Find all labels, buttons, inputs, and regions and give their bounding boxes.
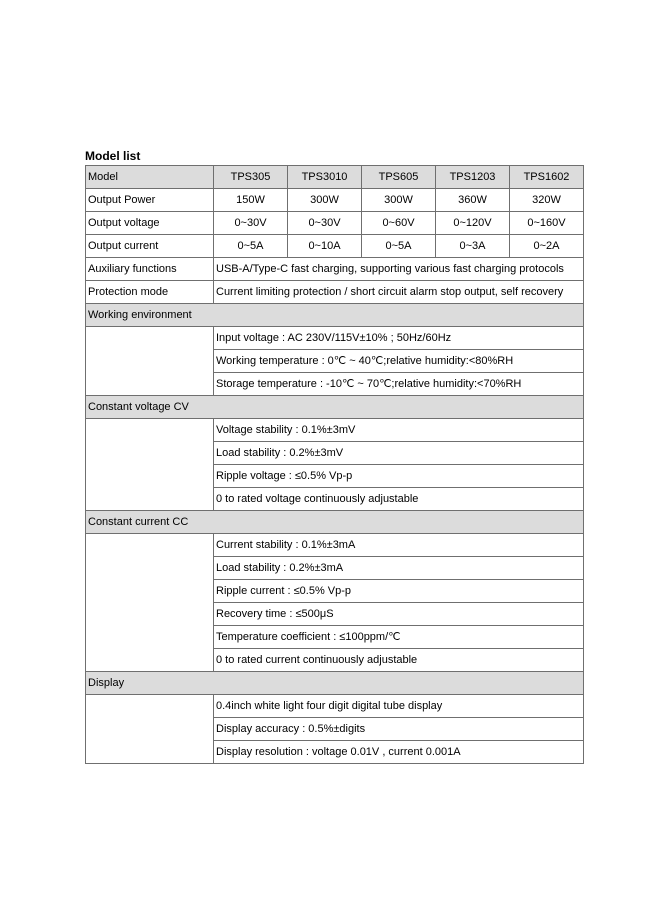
table-cell: 0~10A xyxy=(288,235,362,258)
row-label: Output Power xyxy=(86,189,214,212)
section-title: Constant voltage CV xyxy=(86,396,584,419)
table-cell: 0~30V xyxy=(214,212,288,235)
blank-cell xyxy=(86,534,214,672)
row-label: Output voltage xyxy=(86,212,214,235)
table-cell: 0~5A xyxy=(362,235,436,258)
table-row xyxy=(86,235,584,258)
spec-item: Ripple voltage : ≤0.5% Vp-p xyxy=(214,465,584,488)
table-row xyxy=(86,212,584,235)
spec-item: Display resolution : voltage 0.01V , current 0.001A xyxy=(214,741,584,764)
table-row xyxy=(86,534,584,557)
spec-item: Working temperature : 0℃ ~ 40℃;relative humidity:<80%RH xyxy=(214,350,584,373)
section-title: Working environment xyxy=(86,304,584,327)
table-cell: 0~2A xyxy=(510,235,584,258)
spec-item: 0 to rated voltage continuously adjustable xyxy=(214,488,584,511)
section-header-row xyxy=(86,511,584,534)
section-header-row xyxy=(86,396,584,419)
table-cell: 0~120V xyxy=(436,212,510,235)
table-cell: Current limiting protection / short circuit alarm stop output, self recovery xyxy=(214,281,584,304)
model-name: TPS605 xyxy=(362,166,436,189)
table-row xyxy=(86,281,584,304)
table-cell: 0~60V xyxy=(362,212,436,235)
table-cell: 150W xyxy=(214,189,288,212)
table-row xyxy=(86,327,584,350)
table-cell: USB-A/Type-C fast charging, supporting various fast charging protocols xyxy=(214,258,584,281)
blank-cell xyxy=(86,419,214,511)
table-cell: 320W xyxy=(510,189,584,212)
model-name: TPS1602 xyxy=(510,166,584,189)
table-cell: 300W xyxy=(362,189,436,212)
table-cell: 0~160V xyxy=(510,212,584,235)
model-label: Model xyxy=(86,166,214,189)
spec-item: Load stability : 0.2%±3mA xyxy=(214,557,584,580)
table-header-row xyxy=(86,166,584,189)
spec-item: Load stability : 0.2%±3mV xyxy=(214,442,584,465)
row-label: Protection mode xyxy=(86,281,214,304)
model-name: TPS1203 xyxy=(436,166,510,189)
table-row xyxy=(86,419,584,442)
section-header-row xyxy=(86,672,584,695)
spec-item: 0 to rated current continuously adjustable xyxy=(214,649,584,672)
table-row xyxy=(86,695,584,718)
spec-item: Input voltage : AC 230V/115V±10% ; 50Hz/60Hz xyxy=(214,327,584,350)
section-title: Constant current CC xyxy=(86,511,584,534)
table-cell: 0~3A xyxy=(436,235,510,258)
row-label: Output current xyxy=(86,235,214,258)
page-title: Model list xyxy=(85,149,141,163)
model-name: TPS305 xyxy=(214,166,288,189)
spec-item: Recovery time : ≤500μS xyxy=(214,603,584,626)
spec-item: Current stability : 0.1%±3mA xyxy=(214,534,584,557)
row-label: Auxiliary functions xyxy=(86,258,214,281)
model-spec-table xyxy=(85,165,584,764)
spec-item: Display accuracy : 0.5%±digits xyxy=(214,718,584,741)
section-title: Display xyxy=(86,672,584,695)
table-cell: 0~5A xyxy=(214,235,288,258)
table-cell: 360W xyxy=(436,189,510,212)
spec-item: Ripple current : ≤0.5% Vp-p xyxy=(214,580,584,603)
model-name: TPS3010 xyxy=(288,166,362,189)
blank-cell xyxy=(86,695,214,764)
spec-item: 0.4inch white light four digit digital tube display xyxy=(214,695,584,718)
spec-item: Temperature coefficient : ≤100ppm/℃ xyxy=(214,626,584,649)
spec-item: Storage temperature : -10℃ ~ 70℃;relative humidity:<70%RH xyxy=(214,373,584,396)
table-row xyxy=(86,189,584,212)
table-cell: 0~30V xyxy=(288,212,362,235)
table-row xyxy=(86,258,584,281)
table-cell: 300W xyxy=(288,189,362,212)
blank-cell xyxy=(86,327,214,396)
section-header-row xyxy=(86,304,584,327)
spec-item: Voltage stability : 0.1%±3mV xyxy=(214,419,584,442)
